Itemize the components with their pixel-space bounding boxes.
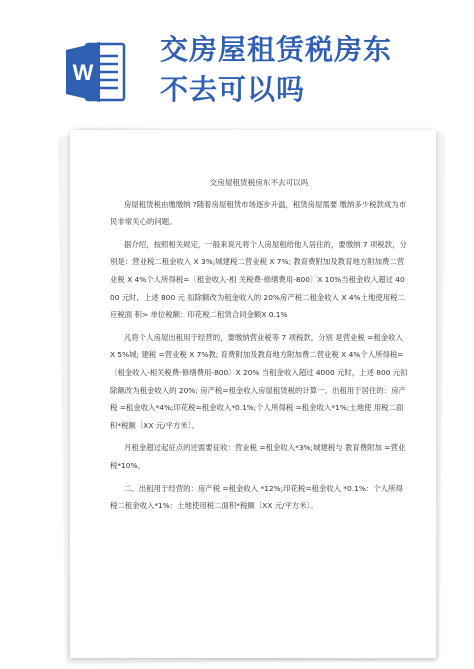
paragraph: 房屋租赁税由缴缴纳 ?随着房屋租赁市场逐步升温，租赁房屋需要 缴纳多少税款成为市民非常关心的问题。 [110, 199, 407, 227]
page-title [160, 30, 460, 110]
word-logo-letter: W [72, 60, 94, 85]
document-page [70, 130, 436, 658]
page-title-line-2: 不去可以吗 [160, 73, 306, 106]
document-title: 交房屋租赁税房东不去可以吗 [209, 178, 309, 187]
paragraph: 据介绍，按照相关规定，一般来说凡将个人房屋租给他人居住的，要缴纳 7 项税款，分别是：营业税二租金收入 X 3%;城建税二营业税 X 7%; 教育费附加及教育地方附加费二营业税 X 4%个人所得税=〔租金收入-相 关税费-修缮费用-800〕X 10%当租金收入超过 4000 元时，上述 800 元 扣除额改为租金收入的 20%房产税二租金收入 X 4%土地使用税二应税面 积> 单位税额：印花税二租赁合同金额X 0.1% [110, 239, 407, 320]
document-preview [70, 130, 436, 660]
paragraph: 月租金超过起征点的还需要征收：营业税 =租金收入*3%;城建税与 教育费附加 =营业税*10%。 [110, 443, 406, 470]
paragraph: 二、出租用于经营的：房产税 =租金收入 *12%;印花税=租金收入 *0.1%：个人所得税二租金收入*1%：土地使用税二面积*税额〔XX 元/平方米〕。 [110, 483, 403, 511]
paragraph: 凡将个人房屋出租用于经营的，要缴纳营业税等 7 项税款，分别 是营业税 =租金收入 X 5%城; 建税 =营业税 X 7%教; 育费附加及教育地方附加费二营业税 X 4%个人所得税=〔租金收入-相关税费-修缮费用-800〕X 20% 当租金收入超过 4000 元时，上述 800 元扣除额改为租金收入的 20%; 房产税=租金收入房屋租赁税的计算一、出租用于居住的：房产税 =租金收入*4%;印花税=租金收入*0.1%;个人所得税 =租金收入*1%;土地使 用税二面积*税额〔XX 元/平方米〕。 [110, 332, 408, 430]
page-title-line-1: 交房屋租赁税房东 [160, 33, 393, 66]
word-document-icon [64, 38, 128, 106]
